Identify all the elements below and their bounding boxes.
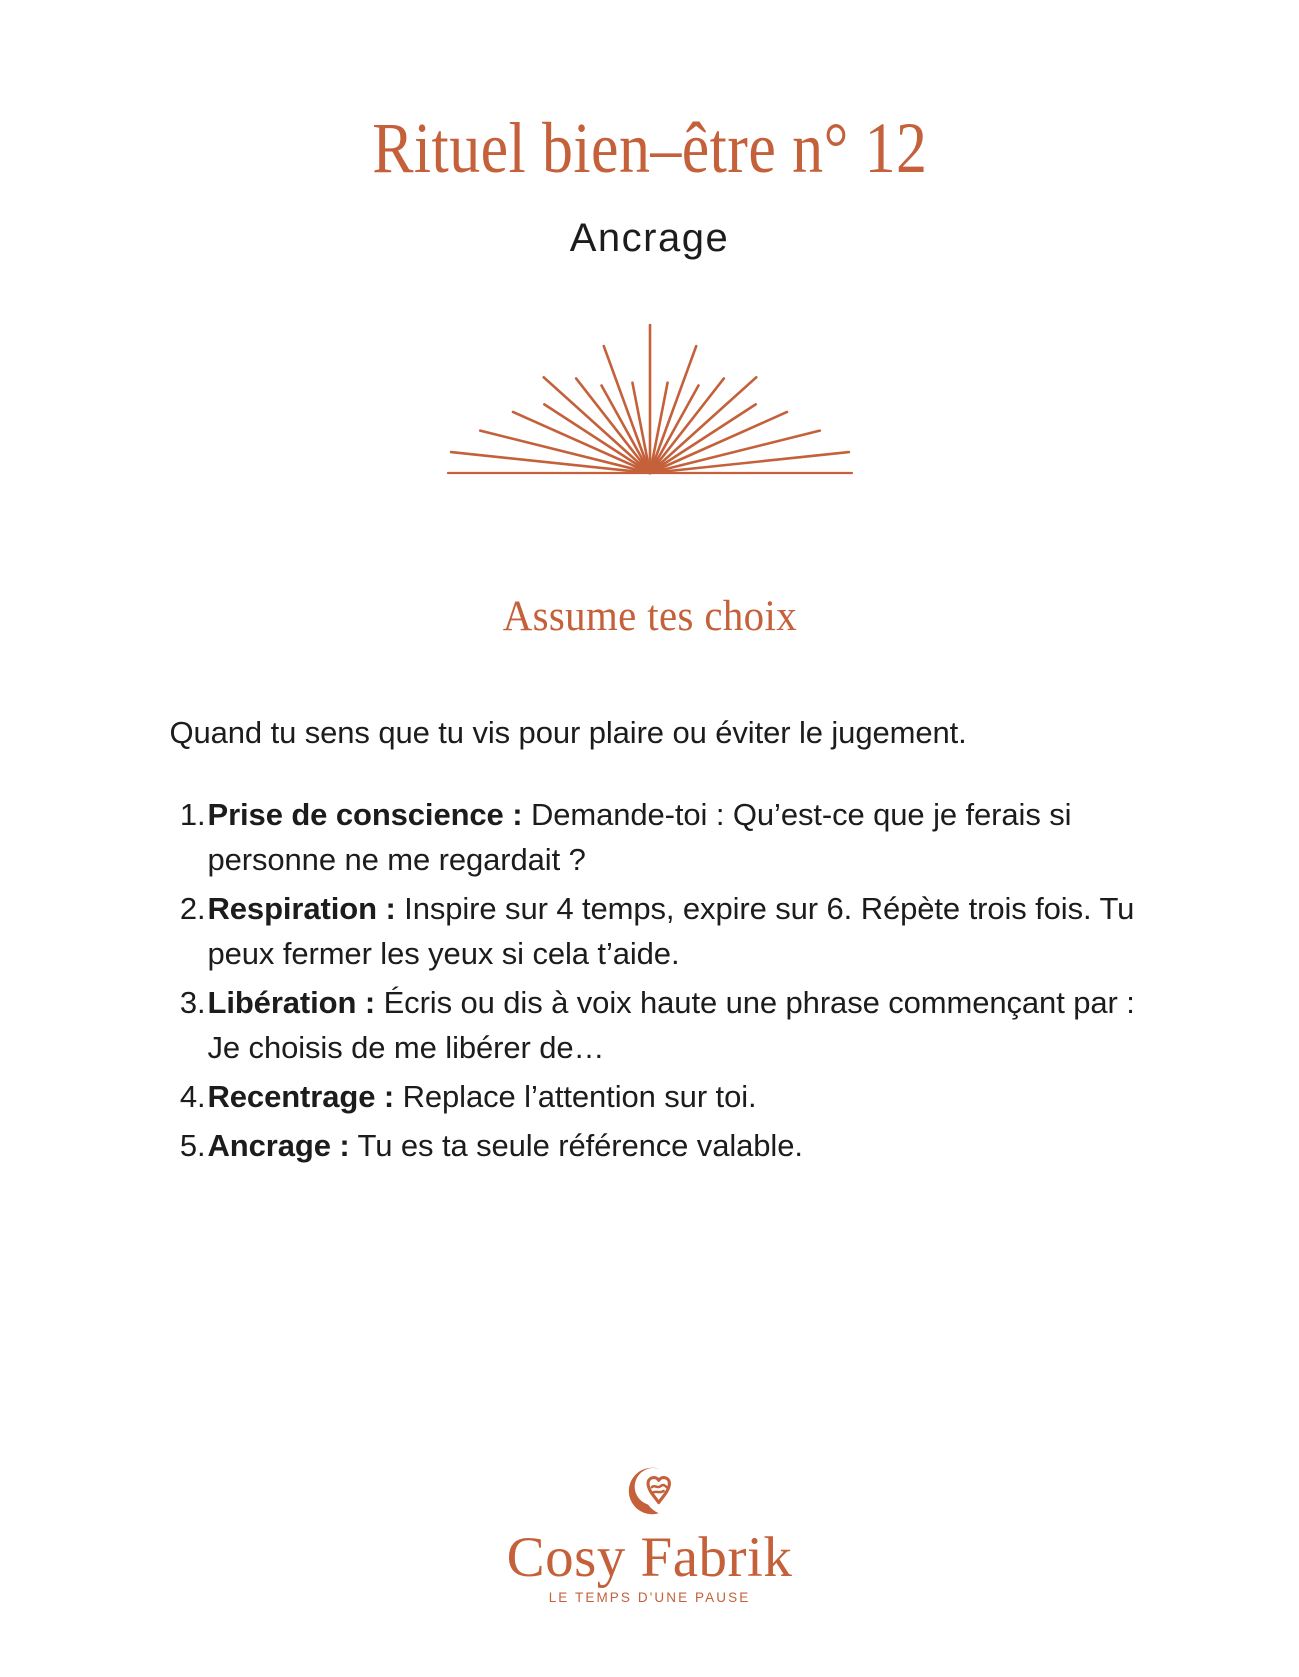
list-item [208,793,1150,883]
section-heading: Assume tes choix [502,593,797,640]
brand-tagline: LE TEMPS D'UNE PAUSE [548,1590,751,1605]
step-text: Tu es ta seule référence valable. [349,1127,803,1163]
step-text: Replace l’attention sur toi. [394,1078,757,1114]
cosy-fabrik-logo-icon [619,1460,681,1522]
step-text: Inspire sur 4 temps, expire sur 6. Répète trois fois. Tu peux fermer les yeux si cela t’aide. [207,890,1135,971]
body-content [150,711,1150,1173]
list-item [208,981,1150,1071]
sunburst-ornament [440,319,860,484]
step-label: Recentrage : [207,1078,395,1114]
page-title: Rituel bien–être n° 12 [371,108,928,188]
step-label: Prise de conscience : [207,797,523,833]
brand-footer [0,1460,1299,1605]
step-text: Écris ou dis à voix haute une phrase commençant par : Je choisis de me libérer de… [207,984,1135,1065]
page-subtitle: Ancrage [569,216,730,260]
step-label: Ancrage : [207,1127,350,1163]
list-item [208,1124,1150,1169]
step-label: Respiration : [207,890,396,926]
list-item [208,887,1150,977]
list-item [208,1075,1150,1120]
brand-name: Cosy Fabrik [506,1526,793,1590]
intro-paragraph: Quand tu sens que tu vis pour plaire ou éviter le jugement. [169,715,967,750]
step-label: Libération : [207,984,376,1020]
steps-list [160,793,1150,1169]
step-text: Demande-toi : Qu’est-ce que je ferais si personne ne me regardait ? [207,797,1072,877]
